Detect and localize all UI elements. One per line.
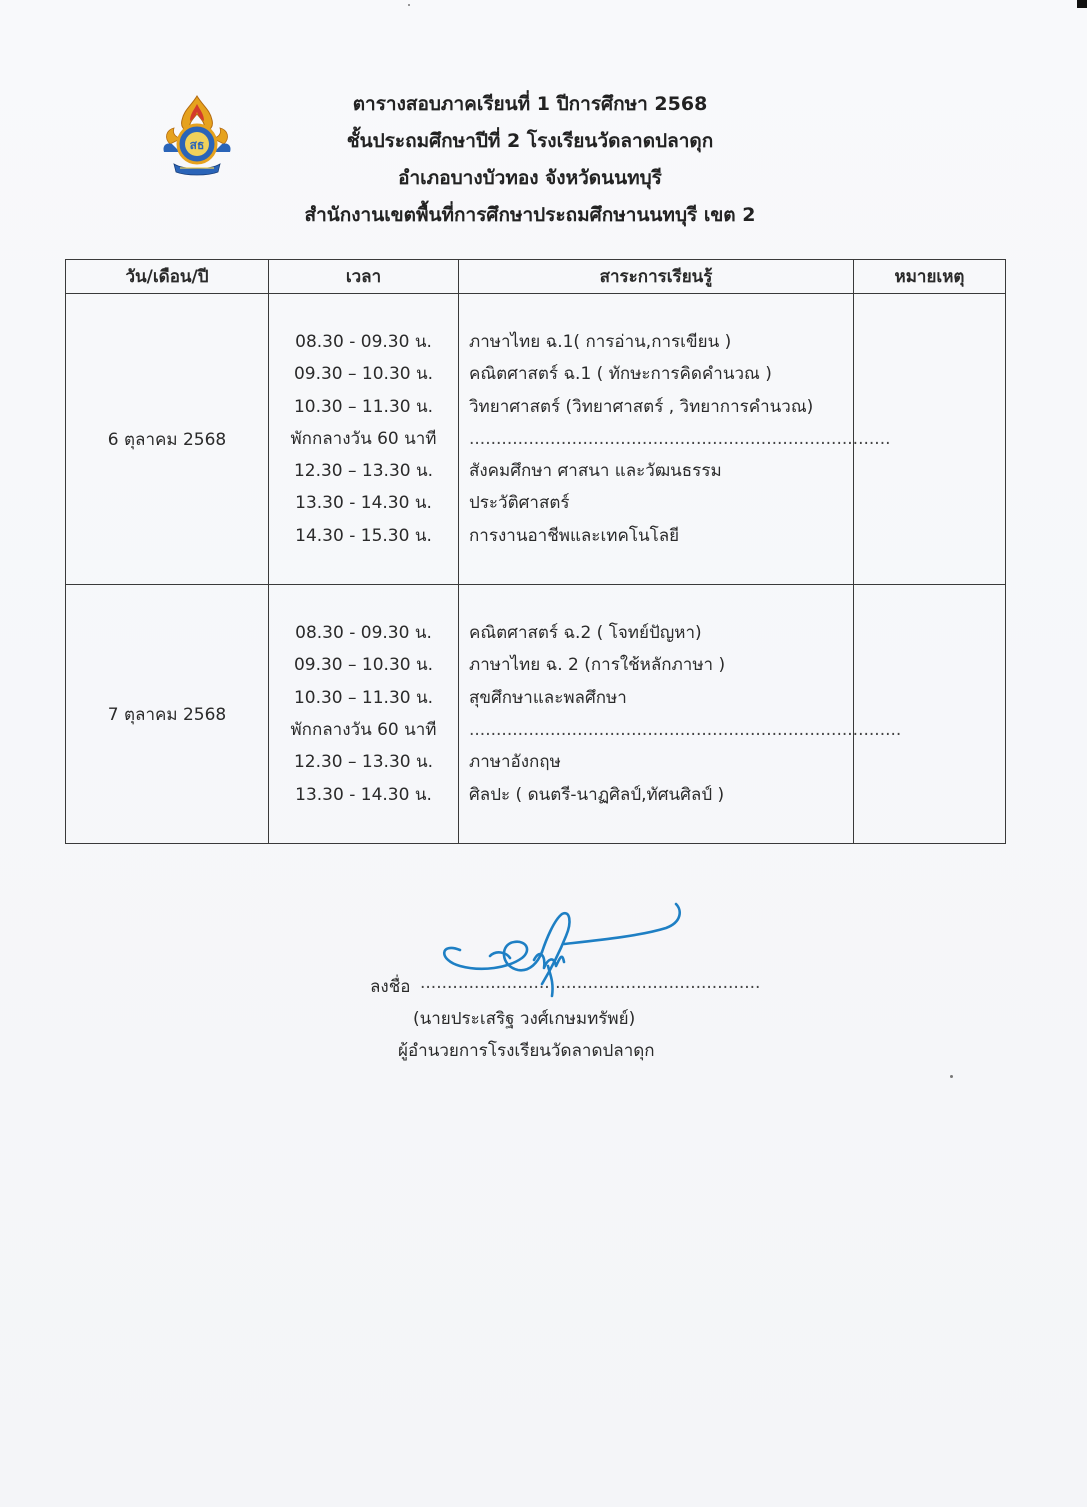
subject-item: สุขศึกษาและพลศึกษา [469,687,627,708]
scan-corner-mark [1077,0,1087,8]
time-slot: 09.30 – 10.30 น. [293,364,434,385]
table-row [66,585,1006,844]
time-slot: 08.30 - 09.30 น. [295,623,432,644]
table-header-row [66,260,1006,294]
subject-item: วิทยาศาสตร์ (วิทยาศาสตร์ , วิทยาการคำนวณ) [469,396,814,417]
header-title: ตารางสอบภาคเรียนที่ 1 ปีการศึกษา 2568 [352,93,708,115]
sign-label: ลงชื่อ [370,977,411,997]
time-slot: 12.30 – 13.30 น. [293,752,434,773]
signer-name: (นายประเสริฐ วงศ์เกษมทรัพย์) [413,1009,636,1029]
break-dotted-line: ................................................................................ [469,720,902,740]
school-emblem-icon [160,94,234,178]
subject-item: ภาษาไทย ฉ. 2 (การใช้หลักภาษา ) [469,655,726,676]
time-slot: 09.30 – 10.30 น. [293,655,434,676]
subject-item: ภาษาไทย ฉ.1( การอ่าน,การเขียน ) [469,331,732,352]
exam-subjects-cell [459,294,891,585]
remark-cell [854,585,1006,844]
column-header-remark: หมายเหตุ [854,260,1006,294]
lunch-break: พักกลางวัน 60 นาที [290,428,437,449]
subject-item: คณิตศาสตร์ ฉ.1 ( ทักษะการคิดคำนวณ ) [469,364,772,385]
time-slot: 10.30 – 11.30 น. [293,396,434,417]
exam-times-cell [269,294,459,585]
subject-item: การงานอาชีพและเทคโนโลยี [469,525,680,546]
exam-date-cell: 6 ตุลาคม 2568 [66,294,269,585]
svg-text:สธ: สธ [189,138,205,152]
subject-item: ประวัติศาสตร์ [469,493,570,514]
header-district: อำเภอบางบัวทอง จังหวัดนนทบุรี [398,167,662,189]
time-slot: 14.30 - 15.30 น. [295,525,432,546]
column-header-subject: สาระการเรียนรู้ [459,260,854,294]
exam-date-cell: 7 ตุลาคม 2568 [66,585,269,844]
lunch-break: พักกลางวัน 60 นาที [290,720,437,740]
subject-item: ภาษาอังกฤษ [469,752,561,773]
exam-subjects-cell [459,585,902,844]
subject-item: ศิลปะ ( ดนตรี-นาฏศิลป์,ทัศนศิลป์ ) [469,784,725,805]
time-slot: 13.30 - 14.30 น. [295,784,432,805]
break-dotted-line: .............................................................................. [469,428,891,449]
subject-item: คณิตศาสตร์ ฉ.2 ( โจทย์ปัญหา) [469,623,702,644]
exam-schedule-table [65,259,1006,844]
column-header-date: วัน/เดือน/ปี [66,260,269,294]
time-slot: 12.30 – 13.30 น. [293,461,434,482]
time-slot: 10.30 – 11.30 น. [293,687,434,708]
header-office: สำนักงานเขตพื้นที่การศึกษาประถมศึกษานนทบุรี เขต 2 [304,204,756,226]
sign-dotted-line: ............................................................... [420,973,761,993]
header-grade-school: ชั้นประถมศึกษาปีที่ 2 โรงเรียนวัดลาดปลาดุก [346,130,714,152]
scan-speck [950,1075,953,1078]
document-header [230,86,830,234]
signer-position: ผู้อำนวยการโรงเรียนวัดลาดปลาดุก [398,1041,655,1061]
handwritten-signature-icon [430,900,690,1000]
exam-times-cell [269,585,459,844]
time-slot: 13.30 - 14.30 น. [295,493,432,514]
time-slot: 08.30 - 09.30 น. [295,331,432,352]
column-header-time: เวลา [269,260,459,294]
subject-item: สังคมศึกษา ศาสนา และวัฒนธรรม [469,461,722,482]
table-row [66,294,1006,585]
scan-speck [408,4,410,6]
